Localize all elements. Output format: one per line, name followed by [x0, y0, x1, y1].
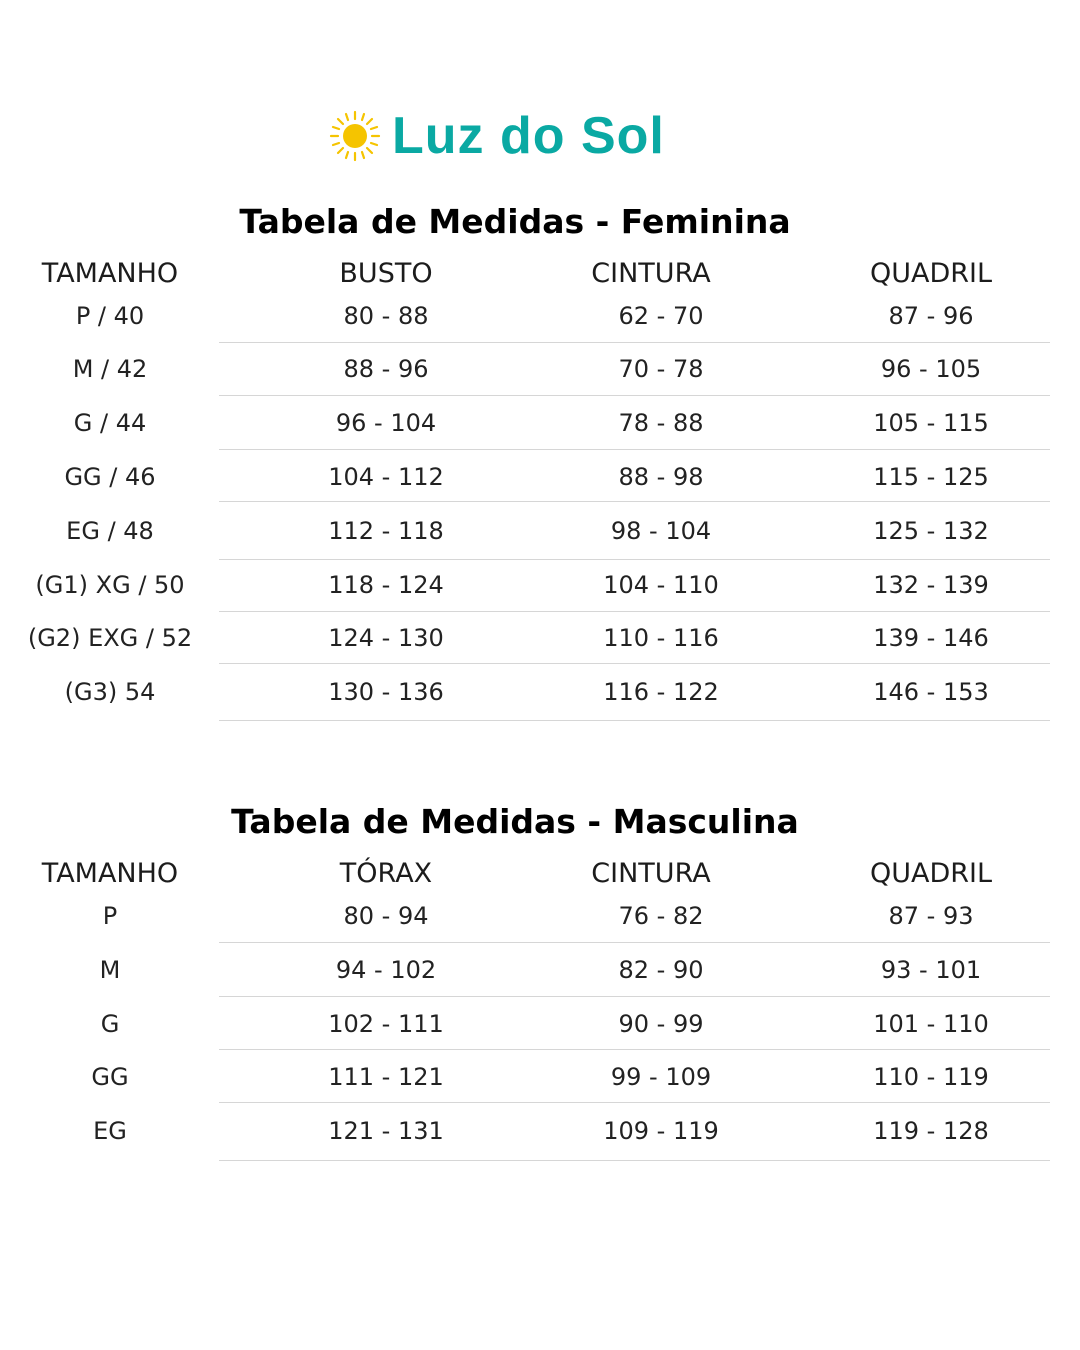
- feminina-cell-r2-c2: 78 - 88: [618, 409, 704, 437]
- feminina-cell-r6-c1: 124 - 130: [328, 624, 444, 652]
- masculina-cell-r2-c2: 90 - 99: [618, 1010, 704, 1038]
- feminina-cell-r7-c3: 146 - 153: [873, 678, 989, 706]
- feminina-cell-r0-c3: 87 - 96: [888, 302, 974, 330]
- masculina-row-divider: [219, 1160, 1050, 1161]
- masculina-cell-r0-c0: P: [102, 902, 118, 930]
- masculina-cell-r3-c0: GG: [91, 1063, 129, 1091]
- masculina-cell-r3-c3: 110 - 119: [873, 1063, 989, 1091]
- masculina-cell-r1-c2: 82 - 90: [618, 956, 704, 984]
- feminina-cell-r6-c3: 139 - 146: [873, 624, 989, 652]
- masculina-cell-r1-c3: 93 - 101: [880, 956, 982, 984]
- feminina-cell-r5-c1: 118 - 124: [328, 571, 444, 599]
- feminina-cell-r0-c2: 62 - 70: [618, 302, 704, 330]
- masculina-table-title: Tabela de Medidas - Masculina: [231, 802, 799, 841]
- masculina-cell-r1-c1: 94 - 102: [335, 956, 437, 984]
- feminina-row-divider: [219, 449, 1050, 450]
- feminina-row-divider: [219, 663, 1050, 664]
- feminina-cell-r2-c0: G / 44: [73, 409, 147, 437]
- feminina-cell-r5-c0: (G1) XG / 50: [35, 571, 185, 599]
- masculina-header-2: CINTURA: [591, 858, 711, 889]
- brand-logo: [0, 104, 1080, 168]
- feminina-row-divider: [219, 395, 1050, 396]
- brand-name: Luz do Sol: [392, 107, 665, 165]
- feminina-cell-r2-c3: 105 - 115: [873, 409, 989, 437]
- feminina-header-2: CINTURA: [591, 258, 711, 289]
- feminina-header-3: QUADRIL: [869, 258, 993, 289]
- masculina-cell-r4-c0: EG: [93, 1117, 127, 1145]
- masculina-cell-r0-c1: 80 - 94: [343, 902, 429, 930]
- masculina-cell-r4-c2: 109 - 119: [603, 1117, 719, 1145]
- masculina-cell-r4-c3: 119 - 128: [873, 1117, 989, 1145]
- masculina-cell-r1-c0: M: [99, 956, 121, 984]
- feminina-header-0: TAMANHO: [41, 258, 179, 289]
- feminina-row-divider: [219, 501, 1050, 502]
- masculina-cell-r3-c2: 99 - 109: [610, 1063, 712, 1091]
- feminina-cell-r2-c1: 96 - 104: [335, 409, 437, 437]
- masculina-header-1: TÓRAX: [339, 858, 433, 889]
- masculina-row-divider: [219, 942, 1050, 943]
- feminina-cell-r3-c1: 104 - 112: [328, 463, 444, 491]
- feminina-cell-r4-c1: 112 - 118: [328, 517, 444, 545]
- feminina-cell-r1-c0: M / 42: [72, 355, 148, 383]
- masculina-cell-r2-c3: 101 - 110: [873, 1010, 989, 1038]
- feminina-row-divider: [219, 720, 1050, 721]
- feminina-cell-r1-c2: 70 - 78: [618, 355, 704, 383]
- masculina-cell-r2-c1: 102 - 111: [328, 1010, 444, 1038]
- feminina-cell-r0-c0: P / 40: [75, 302, 145, 330]
- feminina-cell-r7-c2: 116 - 122: [603, 678, 719, 706]
- feminina-cell-r0-c1: 80 - 88: [343, 302, 429, 330]
- masculina-row-divider: [219, 1049, 1050, 1050]
- feminina-cell-r1-c1: 88 - 96: [343, 355, 429, 383]
- feminina-cell-r3-c2: 88 - 98: [618, 463, 704, 491]
- feminina-header-1: BUSTO: [339, 258, 433, 289]
- feminina-cell-r5-c3: 132 - 139: [873, 571, 989, 599]
- feminina-cell-r6-c2: 110 - 116: [603, 624, 719, 652]
- masculina-row-divider: [219, 1102, 1050, 1103]
- feminina-table-title: Tabela de Medidas - Feminina: [239, 202, 791, 241]
- masculina-header-3: QUADRIL: [869, 858, 993, 889]
- masculina-cell-r4-c1: 121 - 131: [328, 1117, 444, 1145]
- feminina-cell-r4-c0: EG / 48: [66, 517, 154, 545]
- feminina-row-divider: [219, 342, 1050, 343]
- masculina-cell-r0-c3: 87 - 93: [888, 902, 974, 930]
- masculina-row-divider: [219, 996, 1050, 997]
- feminina-row-divider: [219, 559, 1050, 560]
- masculina-cell-r2-c0: G: [100, 1010, 120, 1038]
- feminina-cell-r5-c2: 104 - 110: [603, 571, 719, 599]
- sun-icon: [328, 109, 382, 163]
- feminina-cell-r7-c0: (G3) 54: [64, 678, 156, 706]
- feminina-cell-r3-c3: 115 - 125: [873, 463, 989, 491]
- masculina-cell-r3-c1: 111 - 121: [328, 1063, 444, 1091]
- feminina-cell-r1-c3: 96 - 105: [880, 355, 982, 383]
- feminina-row-divider: [219, 611, 1050, 612]
- masculina-header-0: TAMANHO: [41, 858, 179, 889]
- feminina-cell-r7-c1: 130 - 136: [328, 678, 444, 706]
- feminina-cell-r3-c0: GG / 46: [64, 463, 156, 491]
- feminina-cell-r4-c3: 125 - 132: [873, 517, 989, 545]
- masculina-cell-r0-c2: 76 - 82: [618, 902, 704, 930]
- feminina-cell-r4-c2: 98 - 104: [610, 517, 712, 545]
- feminina-cell-r6-c0: (G2) EXG / 52: [27, 624, 193, 652]
